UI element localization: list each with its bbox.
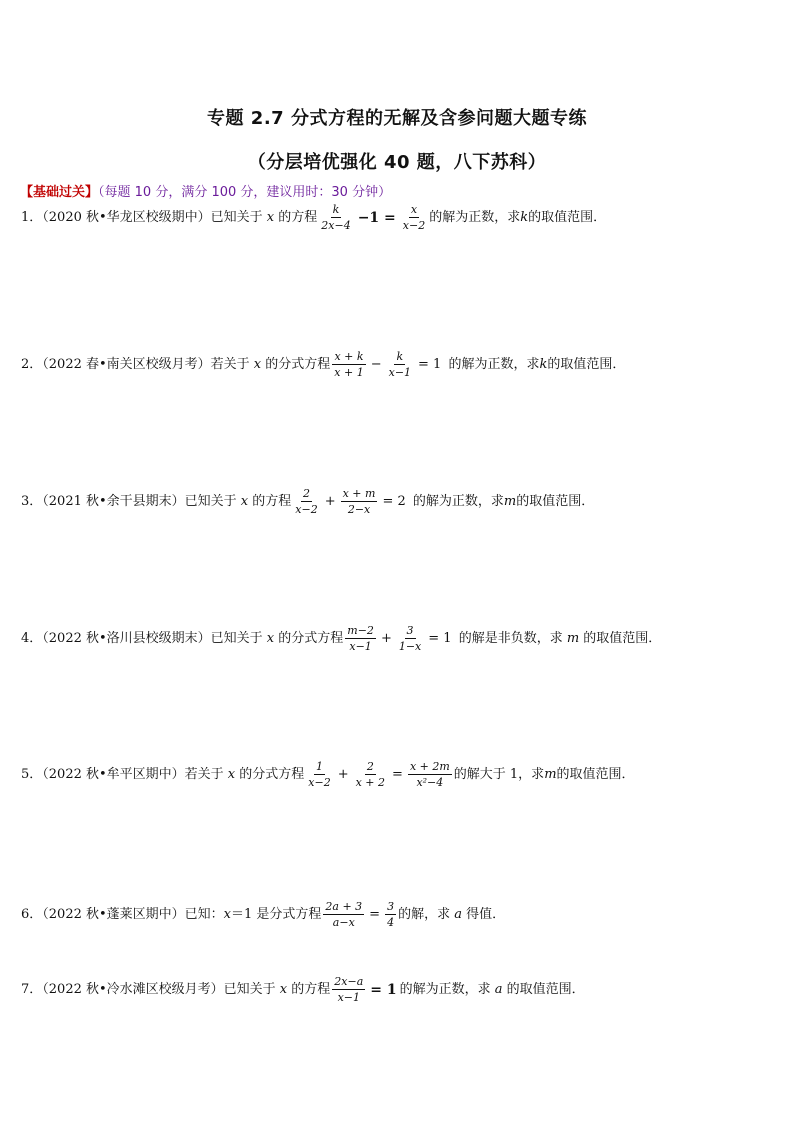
question-suffix: 的解为正数，求: [399, 981, 495, 997]
numerator: 1: [315, 760, 323, 773]
variable: x: [240, 493, 249, 509]
question-suffix: 的解是非负数，求: [454, 630, 567, 646]
denominator: x + 2: [355, 776, 386, 789]
denominator: x−2: [295, 503, 318, 516]
denominator: 2x−4: [321, 219, 351, 232]
question-end: 的取值范围．: [528, 209, 607, 225]
question-suffix: 的解，求: [398, 906, 455, 922]
numerator: x: [410, 203, 418, 216]
fraction: [293, 487, 319, 516]
question-mid: 的分式方程: [235, 766, 305, 782]
fraction: [397, 624, 423, 653]
numerator: x + 2m: [409, 760, 450, 773]
question-1: [21, 203, 606, 232]
operator: −: [370, 356, 382, 372]
denominator: a−x: [332, 916, 355, 929]
denominator: x−1: [349, 640, 372, 653]
parameter: m: [544, 766, 557, 782]
denominator: 1−x: [398, 640, 422, 653]
fraction: [332, 975, 365, 1004]
question-prefix: 5．（2022 秋•牟平区期中）若关于: [21, 766, 228, 782]
numerator: 3: [387, 900, 395, 913]
variable: x: [266, 209, 275, 225]
operator: = 1: [418, 356, 442, 372]
parameter: m: [566, 630, 580, 646]
section-heading: [20, 181, 391, 200]
denominator: 4: [387, 916, 395, 929]
numerator: k: [396, 350, 404, 363]
parameter: a: [454, 906, 462, 922]
question-end: 的取值范围．: [502, 981, 585, 997]
variable: x: [266, 630, 275, 646]
numerator: m−2: [347, 624, 374, 637]
fraction: [332, 350, 365, 379]
variable: x: [253, 356, 262, 372]
question-end: 的取值范围．: [556, 766, 635, 782]
fraction: [306, 760, 332, 789]
variable: x: [279, 981, 288, 997]
fraction: [401, 203, 427, 232]
numerator: 2: [366, 760, 374, 773]
fraction: [323, 900, 364, 929]
numerator: 2x−a: [334, 975, 364, 988]
question-prefix: 2．（2022 春•南关区校级月考）若关于: [21, 356, 254, 372]
operator: −1 =: [357, 209, 396, 226]
fraction: [408, 760, 452, 789]
question-6: [21, 900, 505, 929]
question-7: [21, 975, 585, 1004]
question-mid: 的方程: [274, 209, 318, 225]
fraction: [354, 760, 387, 789]
section-note: （每题 10 分，满分 100 分，建议用时：30 分钟）: [98, 185, 392, 200]
question-mid: 的方程: [248, 493, 292, 509]
denominator: x + 1: [334, 366, 364, 379]
fraction: [387, 350, 413, 379]
parameter: k: [520, 209, 529, 225]
operator: = 1: [428, 630, 452, 646]
numerator: 2a + 3: [325, 900, 363, 913]
fraction: [319, 203, 352, 232]
question-mid: 的分式方程: [274, 630, 344, 646]
operator: +: [324, 493, 336, 509]
question-prefix: 7．（2022 秋•冷水滩区校级月考）已知关于: [21, 981, 280, 997]
numerator: x + k: [334, 350, 364, 363]
parameter: a: [494, 981, 503, 997]
numerator: k: [332, 203, 340, 216]
document-title: 专题 2.7 分式方程的无解及含参问题大题专练: [207, 108, 587, 129]
variable: x: [227, 766, 236, 782]
question-mid: 的分式方程: [261, 356, 331, 372]
question-prefix: 4．（2022 秋•洛川县校级期末）已知关于: [21, 630, 267, 646]
question-prefix: 6．（2022 秋•蓬莱区期中）已知：: [21, 906, 224, 922]
question-2: [21, 350, 625, 379]
question-4: [21, 624, 661, 653]
question-suffix: 的解大于 1，求: [453, 766, 545, 782]
denominator: x−1: [388, 366, 412, 379]
fraction: [385, 900, 396, 929]
section-tag: 【基础过关】: [20, 185, 99, 200]
operator: = 1: [370, 981, 397, 998]
parameter: k: [539, 356, 548, 372]
denominator: x−2: [308, 776, 331, 789]
operator: =: [369, 906, 381, 922]
parameter: m: [503, 493, 517, 509]
fraction: [341, 487, 378, 516]
denominator: x²−4: [416, 776, 444, 789]
document-subtitle: （分层培优强化 40 题，八下苏科）: [247, 152, 547, 173]
question-end: 的取值范围．: [579, 630, 662, 646]
variable: x: [223, 906, 231, 922]
question-5: [21, 760, 635, 789]
operator: +: [337, 766, 349, 782]
fraction: [345, 624, 376, 653]
denominator: x−1: [337, 991, 360, 1004]
question-3: [21, 487, 594, 516]
question-end: 得值．: [461, 906, 506, 922]
question-prefix: 3．（2021 秋•余干县期末）已知关于: [21, 493, 241, 509]
question-end: 的取值范围．: [516, 493, 595, 509]
question-suffix: 的解为正数，求: [444, 356, 540, 372]
numerator: 3: [406, 624, 414, 637]
numerator: 2: [302, 487, 310, 500]
operator: =: [392, 766, 403, 782]
question-mid: ＝1 是分式方程: [231, 906, 322, 922]
question-mid: 的方程: [287, 981, 331, 997]
denominator: 2−x: [347, 503, 371, 516]
question-prefix: 1．（2020 秋•华龙区校级期中）已知关于: [21, 209, 267, 225]
question-end: 的取值范围．: [547, 356, 626, 372]
denominator: x−2: [402, 219, 426, 232]
operator: +: [380, 630, 392, 646]
question-suffix: 的解为正数，求: [429, 209, 521, 225]
question-suffix: 的解为正数，求: [408, 493, 504, 509]
numerator: x + m: [342, 487, 376, 500]
operator: = 2: [382, 493, 406, 509]
